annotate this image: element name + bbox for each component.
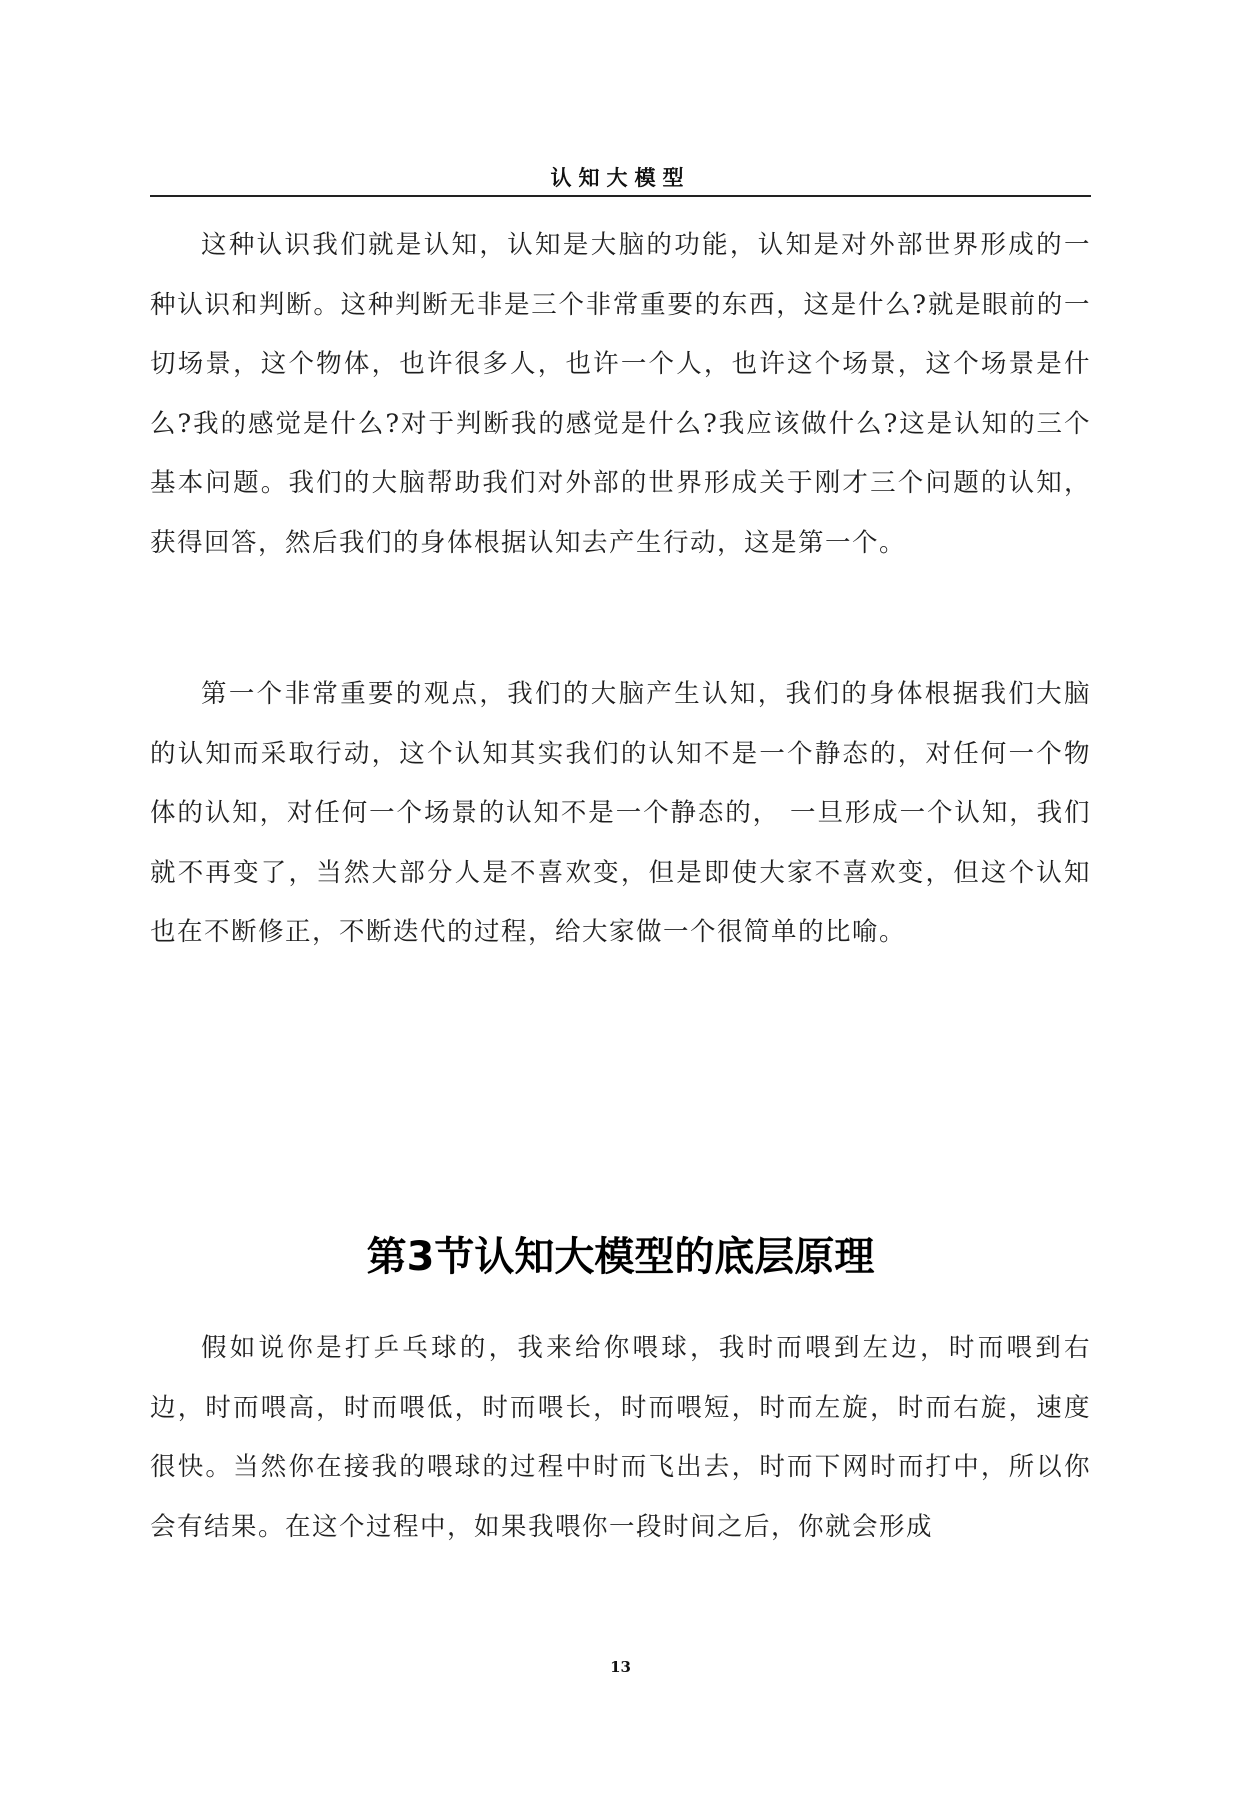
section-paragraph-1: 假如说你是打乒乓球的，我来给你喂球，我时而喂到左边，时而喂到右边，时而喂高，时而喂低，时而喂长，时而喂短，时而左旋，时而右旋，速度很快。当然你在接我的喂球的过程中时而飞出去，时而下网时而打中，所以你会有结果。在这个过程中，如果我喂你一段时间之后，你就会形成 xyxy=(150,1333,1091,1542)
running-header: 认知大模型 xyxy=(550,166,691,190)
body-paragraph-1: 这种认识我们就是认知，认知是大脑的功能，认知是对外部世界形成的一种认识和判断。这种判断无非是三个非常重要的东西，这是什么?就是眼前的一切场景，这个物体，也许很多人，也许一个人，也许这个场景，这个场景是什么?我的感觉是什么?对于判断我的感觉是什么?我应该做什么?这是认知的三个基本问题。我们的大脑帮助我们对外部的世界形成关于刚才三个问题的认知，获得回答，然后我们的身体根据认知去产生行动，这是第一个。 xyxy=(150,230,1091,558)
page-number: 13 xyxy=(610,1658,631,1676)
body-paragraph-2: 第一个非常重要的观点，我们的大脑产生认知，我们的身体根据我们大脑的认知而采取行动，这个认知其实我们的认知不是一个静态的，对任何一个物体的认知，对任何一个场景的认知不是一个静态的， 一旦形成一个认知，我们就不再变了，当然大部分人是不喜欢变，但是即使大家不喜欢变，但这个认知也在不断修正，不断迭代的过程，给大家做一个很简单的比喻。 xyxy=(150,679,1091,948)
section-heading: 第3节认知大模型的底层原理 xyxy=(366,1234,875,1280)
header-rule xyxy=(150,195,1091,197)
